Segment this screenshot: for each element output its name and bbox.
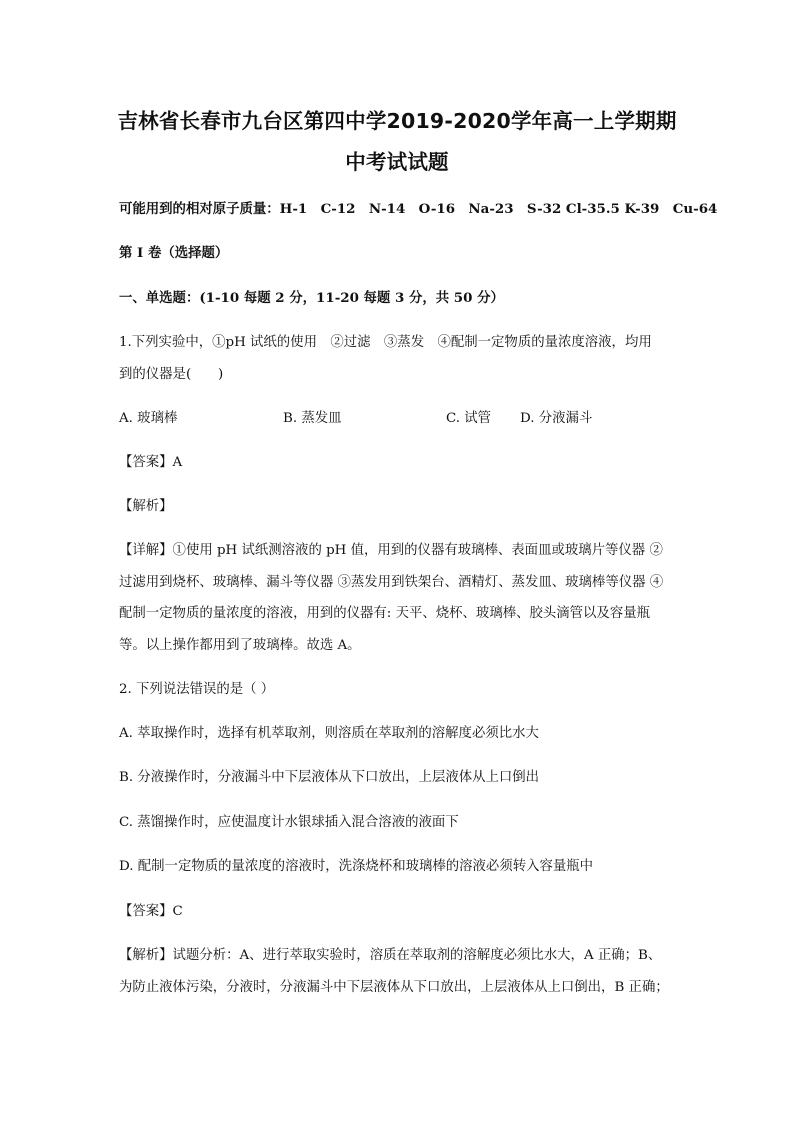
q1-answer: 【答案】A — [119, 455, 183, 470]
q2-option-d: D. 配制一定物质的量浓度的溶液时，洗涤烧杯和玻璃棒的溶液必须转入容量瓶中 — [119, 859, 594, 874]
title-line-2: 中考试试题 — [345, 150, 449, 174]
q1-detail-line-4: 等。以上操作都用到了玻璃棒。故选 A。 — [119, 638, 361, 653]
q2-option-b: B. 分液操作时，分液漏斗中下层液体从下口放出，上层液体从上口倒出 — [119, 770, 540, 785]
section-volume-heading: 第 I 卷（选择题） — [119, 245, 229, 261]
q2-option-c: C. 蒸馏操作时，应使温度计水银球插入混合溶液的液面下 — [119, 815, 459, 830]
q1-stem-line-2: 到的仪器是( ) — [119, 367, 224, 382]
q2-stem: 2. 下列说法错误的是（ ） — [119, 682, 275, 697]
q1-stem-line-1: 1.下列实验中，①pH 试纸的使用 ②过滤 ③蒸发 ④配制一定物质的量浓度溶液，均用 — [119, 335, 652, 350]
q1-option-b: B. 蒸发皿 — [283, 411, 342, 426]
q2-option-a: A. 萃取操作时，选择有机萃取剂，则溶质在萃取剂的溶解度必须比水大 — [119, 726, 539, 741]
q1-option-d: D. 分液漏斗 — [520, 411, 593, 426]
q1-option-c: C. 试管 — [446, 411, 492, 426]
section-single-choice-heading: 一、单选题：(1-10 每题 2 分，11-20 每题 3 分，共 50 分） — [119, 290, 504, 306]
atomic-masses-line: 可能用到的相对原子质量：H-1 C-12 N-14 O-16 Na-23 S-32 Cl-35.5 K-39 Cu-64 — [119, 201, 718, 217]
title-line-1: 吉林省长春市九台区第四中学2019-2020学年高一上学期期 — [117, 109, 677, 133]
q1-detail-line-3: 配制一定物质的量浓度的溶液，用到的仪器有: 天平、烧杯、玻璃棒、胶头滴管以及容量瓶 — [119, 606, 650, 621]
q2-analysis-line-2: 为防止液体污染，分液时，分液漏斗中下层液体从下口放出，上层液体从上口倒出，B 正确； — [119, 980, 669, 995]
q1-option-a: A. 玻璃棒 — [119, 411, 178, 426]
q1-detail-line-2: 过滤用到烧杯、玻璃棒、漏斗等仪器 ③蒸发用到铁架台、酒精灯、蒸发皿、玻璃棒等仪器 ④ — [119, 575, 664, 590]
q1-analysis-heading: 【解析】 — [119, 499, 173, 514]
q2-analysis-line-1: 【解析】试题分析：A、进行萃取实验时，溶质在萃取剂的溶解度必须比水大，A 正确；B、 — [119, 948, 662, 963]
q2-answer: 【答案】C — [119, 904, 183, 919]
q1-detail-line-1: 【详解】①使用 pH 试纸测溶液的 pH 值，用到的仪器有玻璃棒、表面皿或玻璃片等仪器 ② — [119, 543, 663, 558]
